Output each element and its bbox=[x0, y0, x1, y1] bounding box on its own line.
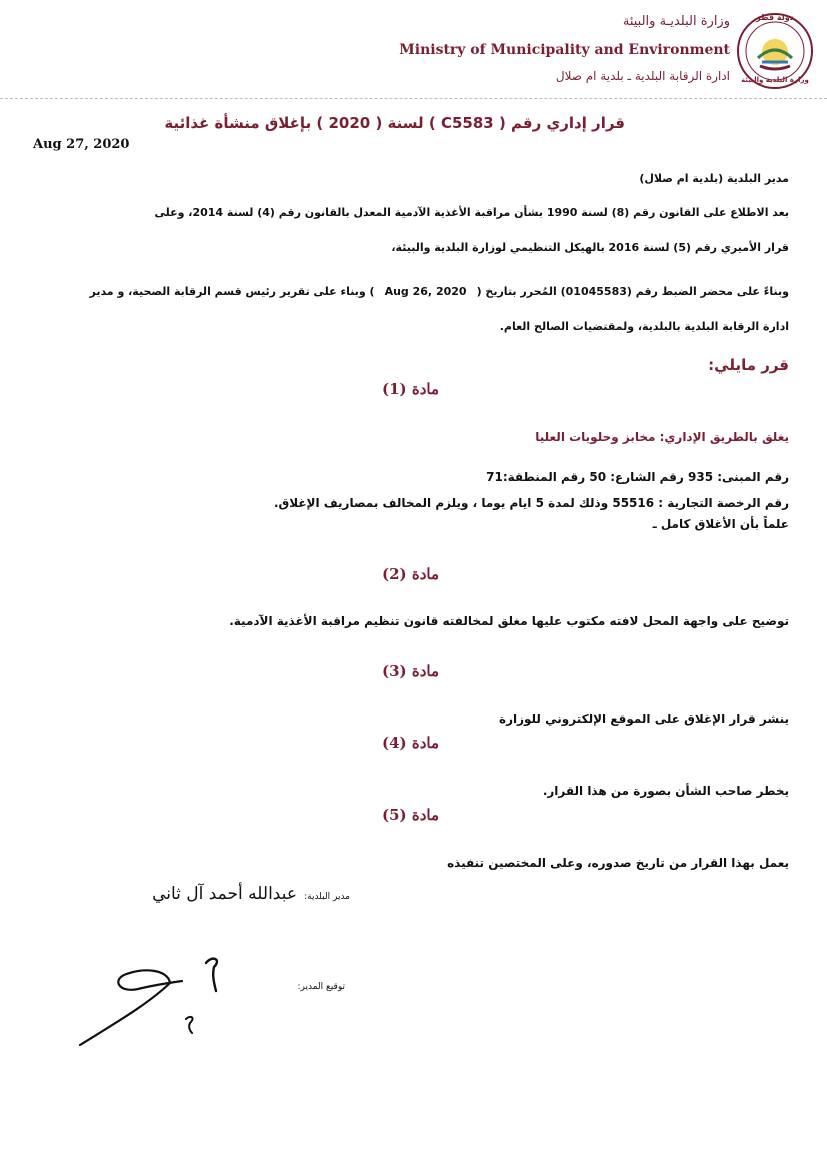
preamble-line-1: مدير البلدية (بلدية ام صلال) bbox=[639, 172, 789, 185]
signature-label: توقيع المدير: bbox=[297, 982, 345, 992]
report-date: Aug 26, 2020 bbox=[384, 285, 467, 298]
closure-establishment: يغلق بالطريق الإداري: مخابز وحلويات العليا bbox=[535, 430, 789, 444]
handwritten-signature bbox=[72, 945, 242, 1055]
preamble-line-4-b: ) وبناء على تقرير رئيس قسم الرقابة الصحية، و مدير bbox=[89, 285, 375, 298]
preamble-line-5: ادارة الرقابة البلدية بالبلدية، ولمقتضيات الصالح العام. bbox=[499, 320, 789, 333]
ministry-name-english: Ministry of Municipality and Environment bbox=[399, 42, 730, 58]
logo-text-top: دولة قطر bbox=[756, 13, 794, 22]
article-3-heading: مادة (3) bbox=[382, 662, 440, 680]
logo-text-bottom: وزارة البلدية والبيئة bbox=[741, 76, 809, 84]
department-name: ادارة الرقابة البلدية ـ بلدية ام صلال bbox=[555, 69, 730, 83]
preamble-line-3: قرار الأميري رقم (5) لسنة 2016 بالهيكل التنظيمي لوزارة البلدية والبيئة، bbox=[391, 241, 789, 254]
closure-note: علماً بأن الأغلاق كامل ـ bbox=[652, 517, 789, 531]
preamble-line-4 bbox=[89, 285, 789, 298]
article-5-text: يعمل بهذا القرار من تاريخ صدوره، وعلى المختصين تنفيذه bbox=[447, 856, 789, 870]
decided-heading: قرر مايلي: bbox=[708, 356, 789, 374]
ministry-logo bbox=[736, 12, 814, 90]
director-name: عبدالله أحمد آل ثاني bbox=[152, 884, 297, 904]
decision-title: قرار إداري رقم ( C5583 ) لسنة ( 2020 ) بإغلاق منشأة غذائية bbox=[164, 114, 625, 132]
article-2-heading: مادة (2) bbox=[382, 565, 440, 583]
header-divider bbox=[0, 98, 827, 99]
closure-address: رقم المبنى: 935 رقم الشارع: 50 رقم المنطقة:71 bbox=[486, 470, 789, 484]
closure-license: رقم الرخصة التجارية : 55516 وذلك لمدة 5 ايام يوما ، ويلزم المخالف بمصاريف الإغلاق. bbox=[273, 496, 789, 510]
director-label: مدير البلدية: bbox=[304, 892, 350, 902]
preamble-line-2: بعد الاطلاع على القانون رقم (8) لسنة 1990 بشأن مراقبة الأغذية الآدمية المعدل بالقانون رقم (4) لسنة 2014، وعلى bbox=[154, 206, 789, 219]
article-4-heading: مادة (4) bbox=[382, 734, 440, 752]
article-1-heading: مادة (1) bbox=[382, 380, 440, 398]
article-2-text: توضيح على واجهة المحل لافته مكتوب عليها مغلق لمخالفته قانون تنظيم مراقبة الأغذية الآدمية. bbox=[229, 614, 789, 628]
ministry-name-arabic: وزارة البلديـة والبيئة bbox=[622, 14, 730, 29]
decision-date: Aug 27, 2020 bbox=[33, 137, 130, 152]
article-5-heading: مادة (5) bbox=[382, 806, 440, 824]
article-4-text: يخطر صاحب الشأن بصورة من هذا القرار. bbox=[542, 784, 789, 798]
preamble-line-4-a: وبناءً على محضر الضبط رقم (01045583) المُحرر بتاريخ ( bbox=[476, 285, 789, 298]
article-3-text: ينشر قرار الإغلاق على الموقع الإلكتروني للوزارة bbox=[499, 712, 789, 726]
